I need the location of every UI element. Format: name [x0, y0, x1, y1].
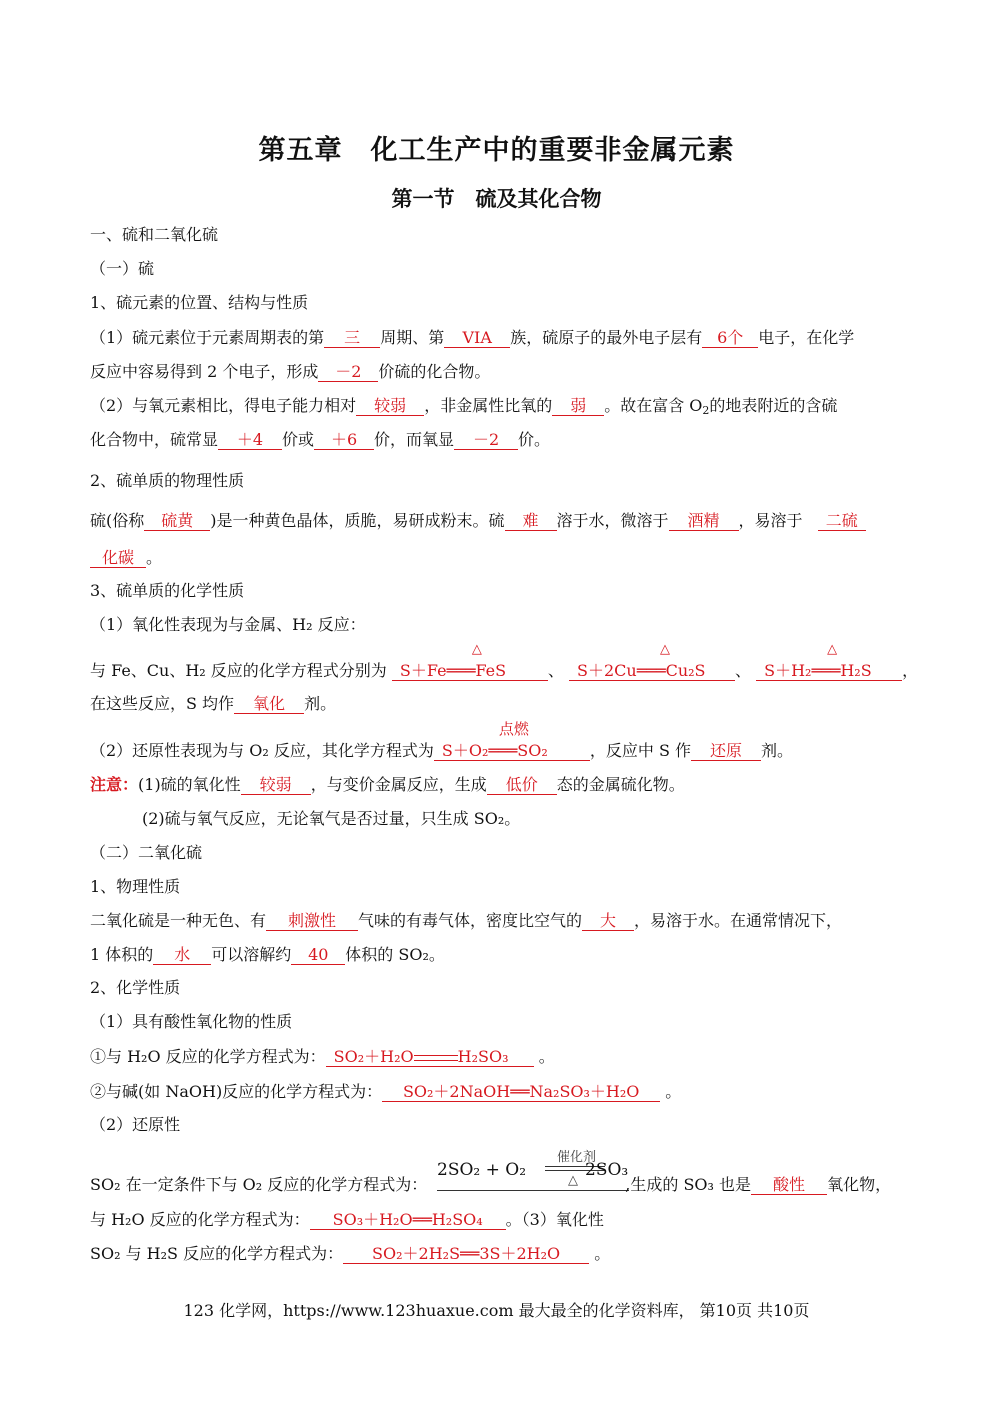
- answer-blank: 弱: [552, 396, 604, 416]
- heading-physical: 2、硫单质的物理性质: [90, 471, 245, 490]
- answer-blank: 还原: [691, 741, 761, 761]
- equation: 点燃 S＋O₂═══SO₂: [434, 741, 590, 761]
- answer-blank: 刺激性: [266, 911, 358, 931]
- answer-blank: 酒精: [669, 511, 739, 531]
- paragraph-so2-physical-b: 1 体积的 水 可以溶解约 40 体积的 SO₂。: [90, 945, 445, 964]
- answer-blank: 40: [291, 945, 345, 965]
- paragraph-so2-physical: 二氧化硫是一种无色、有 刺激性 气味的有毒气体，密度比空气的 大 ，易溶于水。在通常情况下，: [90, 911, 843, 930]
- answer-blank: 氧化: [234, 694, 304, 714]
- heading-so2-physical: 1、物理性质: [90, 877, 181, 896]
- heading-so2: （二）二氧化硫: [90, 843, 203, 862]
- page-footer: 123 化学网，https://www.123huaxue.com 最大最全的化学资料库， 第10页 共10页: [183, 1301, 810, 1320]
- paragraph-acidic-oxide: （1）具有酸性氧化物的性质: [90, 1012, 293, 1031]
- answer-blank: 二硫: [818, 511, 866, 531]
- section-title: 第一节 硫及其化合物: [391, 186, 602, 211]
- equation: SO₃＋H₂O══H₂SO₄: [310, 1210, 506, 1230]
- paragraph-reducing: （2）还原性表现为与 O₂ 反应，其化学方程式为 点燃 S＋O₂═══SO₂ ，反应中 S 作 还原 剂。: [90, 720, 794, 760]
- reversible-arrow-icon: [414, 1054, 458, 1062]
- equation: SO₂＋2H₂S══3S＋2H₂O: [343, 1244, 589, 1264]
- answer-blank: －2: [318, 362, 378, 382]
- answer-blank: 低价: [487, 775, 557, 795]
- answer-blank: －2: [454, 430, 518, 450]
- answer-blank: 6个: [702, 328, 758, 348]
- answer-blank: 较弱: [356, 396, 424, 416]
- heading-chemical: 3、硫单质的化学性质: [90, 581, 245, 600]
- paragraph-note-2: (2)硫与氧气反应，无论氧气是否过量，只生成 SO₂。: [142, 809, 521, 828]
- answer-blank: 化碳: [90, 548, 146, 568]
- paragraph-note: 注意：(1)硫的氧化性 较弱 ，与变价金属反应，生成 低价 态的金属硫化物。: [90, 775, 685, 794]
- equation: SO₂＋H₂O H₂SO₃: [326, 1047, 534, 1067]
- paragraph-position-2: （2）与氧元素相比，得电子能力相对 较弱 ，非金属性比氧的 弱 。故在富含 $O_2$的地表附近的含硫: [90, 396, 838, 417]
- equation: △ S＋H₂═══H₂S: [756, 661, 902, 681]
- paragraph-oxidizing: （1）氧化性表现为与金属、H₂ 反应：: [90, 615, 366, 634]
- note-label: 注意：: [90, 775, 139, 794]
- paragraph-reducibility: （2）还原性: [90, 1115, 181, 1134]
- equation: △ S＋2Cu═══Cu₂S: [569, 661, 735, 681]
- paragraph-oxidant: 在这些反应，S 均作 氧化 剂。: [90, 694, 337, 713]
- heading-position: 1、硫元素的位置、结构与性质: [90, 293, 309, 312]
- answer-blank: 三: [324, 328, 380, 348]
- paragraph-position-1: （1）硫元素位于元素周期表的第 三 周期、第 VIA 族，硫原子的最外电子层有 6个 电子，在化学: [90, 328, 855, 347]
- catalytic-equation: 2SO₂ + O₂ 催化剂 △ 2SO₃: [433, 1146, 633, 1192]
- heading-sulfur: （一）硫: [90, 259, 155, 278]
- heading-sulfur-and-so2: 一、硫和二氧化硫: [90, 225, 219, 244]
- paragraph-physical: 硫(俗称 硫黄 )是一种黄色晶体，质脆，易研成粉末。硫 难 溶于水，微溶于 酒精 ，易溶于 二硫: [90, 510, 866, 532]
- answer-blank: 水: [153, 945, 211, 965]
- answer-blank: 酸性: [751, 1175, 827, 1195]
- answer-blank: VIA: [444, 328, 510, 348]
- catalyst-label: 催化剂: [557, 1150, 597, 1165]
- paragraph-so2-h2s: SO₂ 与 H₂S 反应的化学方程式为： SO₂＋2H₂S══3S＋2H₂O 。: [90, 1244, 611, 1263]
- equation: △ S＋Fe═══FeS: [392, 661, 548, 681]
- paragraph-equations-metals: 与 Fe、Cu、H₂ 反应的化学方程式分别为 △ S＋Fe═══FeS 、 △ S＋2Cu═══Cu₂S 、 △ S＋H₂═══H₂S ，: [90, 642, 919, 680]
- answer-blank: 大: [582, 911, 634, 931]
- equation: SO₂＋2NaOH══Na₂SO₃＋H₂O: [382, 1082, 660, 1102]
- paragraph-so2-base: ②与碱(如 NaOH)反应的化学方程式为： SO₂＋2NaOH══Na₂SO₃＋H₂O 。: [90, 1082, 682, 1101]
- answer-blank: ＋4: [218, 430, 282, 450]
- answer-blank: 硫黄: [144, 511, 210, 531]
- paragraph-position-2b: 化合物中，硫常显 ＋4 价或 ＋6 价，而氧显 －2 价。: [90, 430, 551, 449]
- paragraph-so2-oxygen: SO₂ 在一定条件下与 O₂ 反应的化学方程式为： ,生成的 SO₃ 也是 酸性 氧化物，: [90, 1175, 892, 1194]
- chapter-title: 第五章 化工生产中的重要非金属元素: [258, 135, 735, 166]
- answer-blank: ＋6: [314, 430, 374, 450]
- heading-so2-chemical: 2、化学性质: [90, 978, 181, 997]
- answer-blank: 难: [505, 511, 557, 531]
- paragraph-position-1b: 反应中容易得到 2 个电子，形成 －2 价硫的化合物。: [90, 362, 491, 381]
- paragraph-physical-b: 化碳 。: [90, 547, 162, 569]
- answer-blank: 较弱: [241, 775, 311, 795]
- paragraph-so3-water: 与 H₂O 反应的化学方程式为： SO₃＋H₂O══H₂SO₄ 。（3）氧化性: [90, 1210, 604, 1229]
- paragraph-so2-water: ①与 H₂O 反应的化学方程式为： SO₂＋H₂O H₂SO₃ 。: [90, 1047, 555, 1066]
